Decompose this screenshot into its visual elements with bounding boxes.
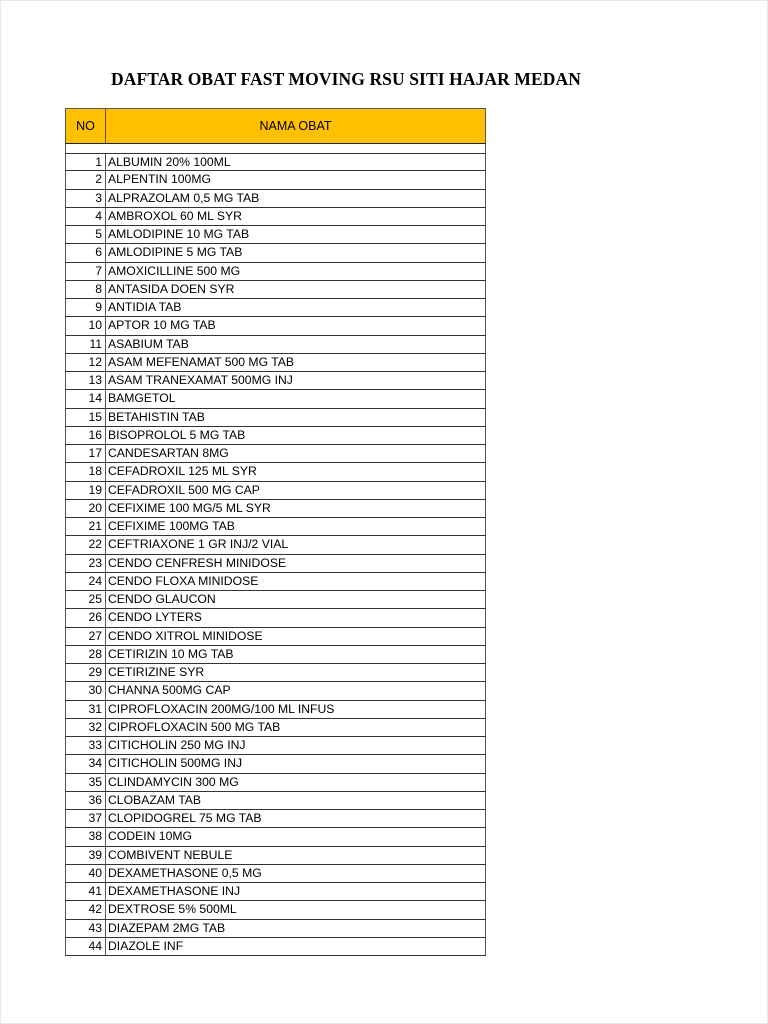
row-number: 25 xyxy=(66,591,106,608)
medicine-name: CETIRIZINE SYR xyxy=(108,665,205,679)
table-row xyxy=(65,719,486,737)
medicine-name: CANDESARTAN 8MG xyxy=(108,446,229,460)
table-row xyxy=(65,317,486,335)
table-row xyxy=(65,828,486,846)
row-number: 29 xyxy=(66,664,106,681)
table-body xyxy=(65,153,486,956)
medicine-name: APTOR 10 MG TAB xyxy=(108,318,216,333)
table-row xyxy=(65,244,486,262)
table-row xyxy=(65,865,486,883)
table-row xyxy=(65,792,486,810)
row-number: 9 xyxy=(66,299,106,316)
medicine-name: CEFIXIME 100MG TAB xyxy=(108,519,235,533)
row-number: 33 xyxy=(66,737,106,754)
table-row xyxy=(65,409,486,427)
header-no: NO xyxy=(66,109,106,143)
medicine-name: DEXTROSE 5% 500ML xyxy=(108,902,237,917)
medicine-name: CEFADROXIL 500 MG CAP xyxy=(108,482,260,497)
medicine-name: CETIRIZIN 10 MG TAB xyxy=(108,646,234,661)
table-row xyxy=(65,701,486,719)
row-number: 2 xyxy=(66,171,106,188)
table-row xyxy=(65,774,486,792)
header-spacer xyxy=(65,144,486,153)
medicine-table xyxy=(65,108,486,956)
row-number: 22 xyxy=(66,536,106,553)
medicine-name: AMLODIPINE 10 MG TAB xyxy=(108,227,250,241)
table-header xyxy=(65,108,486,144)
medicine-name: ASAM TRANEXAMAT 500MG INJ xyxy=(108,373,293,387)
row-number: 41 xyxy=(66,883,106,900)
table-row xyxy=(65,555,486,573)
table-row xyxy=(65,573,486,591)
row-number: 17 xyxy=(66,445,106,462)
medicine-name: DIAZOLE INF xyxy=(108,938,184,953)
medicine-name: CENDO GLAUCON xyxy=(108,592,216,606)
table-row xyxy=(65,609,486,627)
row-number: 21 xyxy=(66,518,106,535)
row-number: 40 xyxy=(66,865,106,882)
table-row xyxy=(65,190,486,208)
medicine-name: BISOPROLOL 5 MG TAB xyxy=(108,427,246,442)
row-number: 24 xyxy=(66,573,106,590)
row-number: 34 xyxy=(66,755,106,772)
medicine-name: DEXAMETHASONE INJ xyxy=(108,884,241,898)
row-number: 19 xyxy=(66,482,106,499)
row-number: 36 xyxy=(66,792,106,809)
row-number: 35 xyxy=(66,774,106,791)
row-number: 27 xyxy=(66,628,106,645)
medicine-name: CITICHOLIN 250 MG INJ xyxy=(108,738,246,752)
row-number: 3 xyxy=(66,190,106,207)
row-number: 6 xyxy=(66,244,106,261)
medicine-name: CENDO XITROL MINIDOSE xyxy=(108,628,263,643)
table-row xyxy=(65,463,486,481)
table-row xyxy=(65,299,486,317)
table-row xyxy=(65,500,486,518)
table-row xyxy=(65,390,486,408)
row-number: 42 xyxy=(66,901,106,918)
table-row xyxy=(65,646,486,664)
row-number: 43 xyxy=(66,920,106,937)
table-row xyxy=(65,518,486,536)
medicine-name: CEFIXIME 100 MG/5 ML SYR xyxy=(108,500,271,515)
medicine-name: CEFADROXIL 125 ML SYR xyxy=(108,464,257,479)
row-number: 10 xyxy=(66,317,106,334)
document-title: DAFTAR OBAT FAST MOVING RSU SITI HAJAR MEDAN xyxy=(111,69,581,89)
medicine-name: CENDO LYTERS xyxy=(108,610,202,625)
row-number: 4 xyxy=(66,208,106,225)
medicine-name: ALPRAZOLAM 0,5 MG TAB xyxy=(108,190,260,205)
row-number: 30 xyxy=(66,682,106,699)
table-row xyxy=(65,628,486,646)
table-row xyxy=(65,920,486,938)
table-row xyxy=(65,847,486,865)
table-row xyxy=(65,901,486,919)
medicine-name: CLOPIDOGREL 75 MG TAB xyxy=(108,811,262,825)
table-row xyxy=(65,682,486,700)
medicine-name: COMBIVENT NEBULE xyxy=(108,847,233,862)
table-row xyxy=(65,938,486,956)
row-number: 39 xyxy=(66,847,106,864)
row-number: 38 xyxy=(66,828,106,845)
row-number: 15 xyxy=(66,409,106,426)
row-number: 18 xyxy=(66,463,106,480)
medicine-name: ASABIUM TAB xyxy=(108,336,189,351)
row-number: 13 xyxy=(66,372,106,389)
row-number: 32 xyxy=(66,719,106,736)
row-number: 37 xyxy=(66,810,106,827)
table-row xyxy=(65,591,486,609)
medicine-name: ASAM MEFENAMAT 500 MG TAB xyxy=(108,354,295,369)
row-number: 20 xyxy=(66,500,106,517)
table-row xyxy=(65,336,486,354)
medicine-name: DEXAMETHASONE 0,5 MG xyxy=(108,865,262,880)
table-row xyxy=(65,263,486,281)
table-row xyxy=(65,226,486,244)
medicine-name: CODEIN 10MG xyxy=(108,829,192,844)
medicine-name: ANTASIDA DOEN SYR xyxy=(108,281,235,296)
medicine-name: DIAZEPAM 2MG TAB xyxy=(108,920,226,935)
table-row xyxy=(65,372,486,390)
row-number: 12 xyxy=(66,354,106,371)
table-row xyxy=(65,755,486,773)
table-row xyxy=(65,171,486,189)
table-row xyxy=(65,883,486,901)
medicine-name: CHANNA 500MG CAP xyxy=(108,683,231,698)
table-row xyxy=(65,445,486,463)
medicine-name: CENDO FLOXA MINIDOSE xyxy=(108,573,259,588)
medicine-name: CIPROFLOXACIN 200MG/100 ML INFUS xyxy=(108,701,335,716)
medicine-name: CIPROFLOXACIN 500 MG TAB xyxy=(108,719,281,734)
medicine-name: CLOBAZAM TAB xyxy=(108,792,202,807)
row-number: 16 xyxy=(66,427,106,444)
row-number: 44 xyxy=(66,938,106,955)
row-number: 7 xyxy=(66,263,106,280)
medicine-name: ALBUMIN 20% 100ML xyxy=(108,155,231,169)
row-number: 26 xyxy=(66,609,106,626)
medicine-name: CEFTRIAXONE 1 GR INJ/2 VIAL xyxy=(108,537,289,552)
medicine-name: AMLODIPINE 5 MG TAB xyxy=(108,245,243,260)
row-number: 1 xyxy=(66,154,106,170)
medicine-name: ANTIDIA TAB xyxy=(108,300,182,314)
row-number: 11 xyxy=(66,336,106,353)
medicine-name: CLINDAMYCIN 300 MG xyxy=(108,774,239,789)
table-row xyxy=(65,153,486,171)
row-number: 31 xyxy=(66,701,106,718)
row-number: 5 xyxy=(66,226,106,243)
medicine-name: CENDO CENFRESH MINIDOSE xyxy=(108,555,287,570)
table-row xyxy=(65,737,486,755)
medicine-name: AMOXICILLINE 500 MG xyxy=(108,263,241,278)
table-row xyxy=(65,354,486,372)
table-row xyxy=(65,482,486,500)
row-number: 23 xyxy=(66,555,106,572)
header-name: NAMA OBAT xyxy=(259,119,332,133)
table-row xyxy=(65,208,486,226)
row-number: 14 xyxy=(66,390,106,407)
table-row xyxy=(65,810,486,828)
table-row xyxy=(65,536,486,554)
row-number: 28 xyxy=(66,646,106,663)
medicine-name: CITICHOLIN 500MG INJ xyxy=(108,756,243,771)
table-row xyxy=(65,281,486,299)
table-row xyxy=(65,427,486,445)
medicine-name: ALPENTIN 100MG xyxy=(108,172,211,187)
medicine-name: AMBROXOL 60 ML SYR xyxy=(108,208,242,223)
medicine-name: BAMGETOL xyxy=(108,391,176,406)
medicine-name: BETAHISTIN TAB xyxy=(108,409,205,424)
row-number: 8 xyxy=(66,281,106,298)
table-row xyxy=(65,664,486,682)
